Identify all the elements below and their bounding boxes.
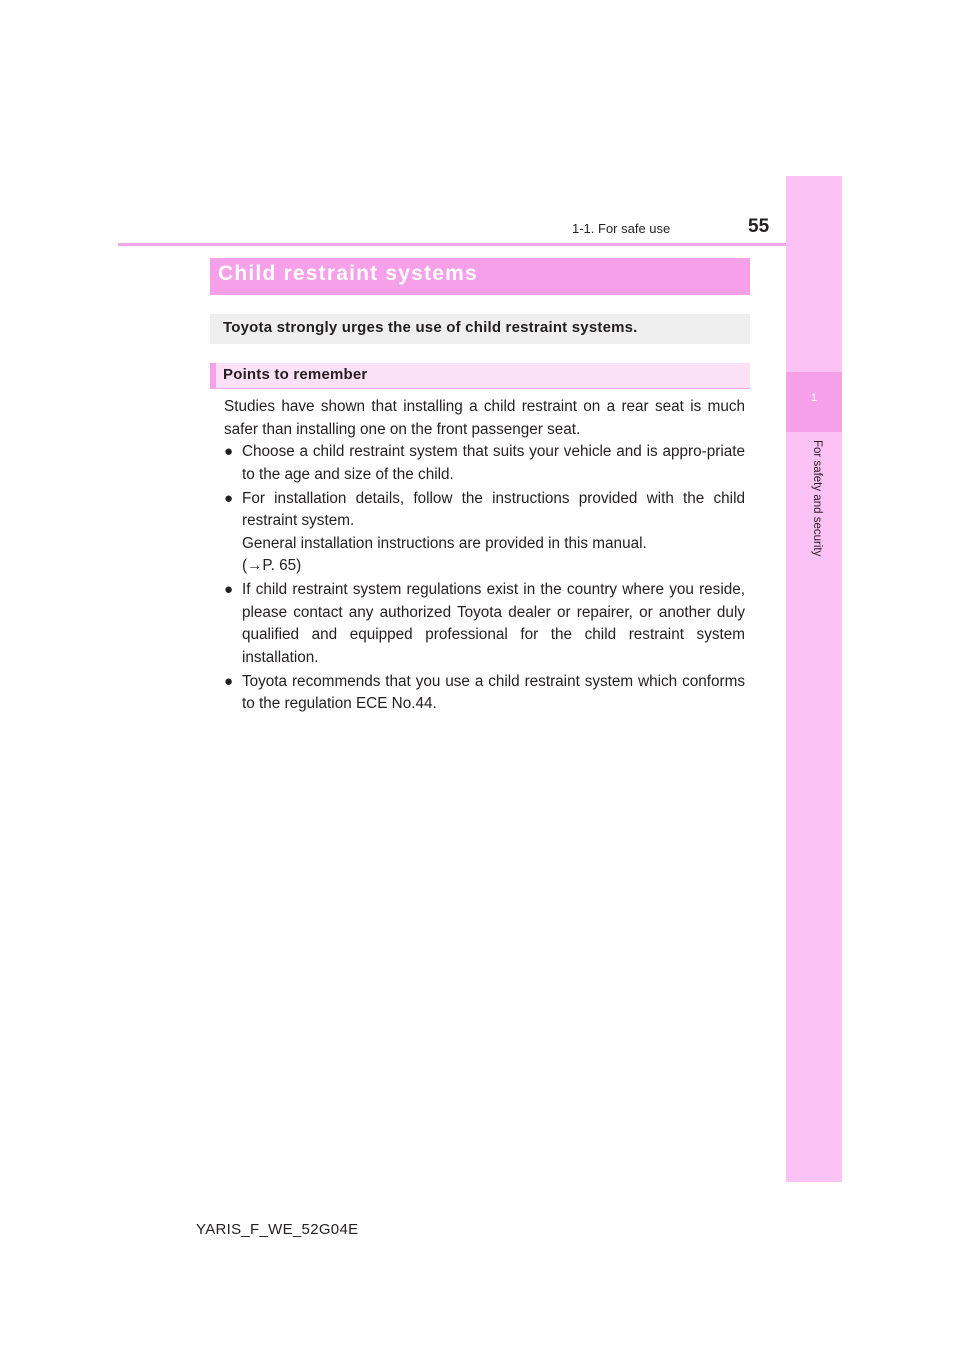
- header-rule: [118, 243, 786, 246]
- bullet-text: If child restraint system regulations exist in the country where you reside, please contact any authorized Toyota dealer or repairer, or another duly qualified and equipped professional for the child restraint system installation.: [242, 581, 745, 666]
- page-number: 55: [748, 216, 770, 237]
- page-reference: (→P. 65): [242, 557, 302, 574]
- subheading-box: [210, 363, 750, 389]
- bullet-text: Choose a child restraint system that suits your vehicle and is appro-priate to the age and size of the child.: [242, 443, 745, 483]
- bullet-list: [224, 441, 745, 717]
- subheading-accent: [210, 363, 216, 388]
- title-bar: [210, 258, 750, 295]
- bullet-text: Toyota recommends that you use a child restraint system which conforms to the regulation ECE No.44.: [242, 672, 745, 712]
- intro-paragraph: Studies have shown that installing a child restraint on a rear seat is much safer than installing one on the front passenger seat.: [224, 398, 745, 438]
- lead-box: [210, 314, 750, 344]
- bullet-icon: ●: [224, 443, 234, 460]
- list-item: [224, 488, 745, 578]
- list-item: [224, 671, 745, 716]
- bullet-icon: ●: [224, 581, 234, 598]
- document-code: YARIS_F_WE_52G04E: [196, 1221, 359, 1238]
- chapter-title: For safety and security: [811, 440, 823, 557]
- bullet-icon: ●: [224, 489, 234, 507]
- page-title: Child restraint systems: [218, 262, 478, 285]
- bullet-text: For installation details, follow the instructions provided with the child restraint system.: [242, 489, 745, 529]
- lead-text: Toyota strongly urges the use of child restraint systems.: [223, 319, 638, 336]
- bullet-icon: ●: [224, 672, 234, 690]
- bullet-extra-text: General installation instructions are provided in this manual.: [242, 534, 647, 552]
- list-item: [224, 441, 745, 486]
- list-item: [224, 579, 745, 669]
- side-chapter-tab: [786, 176, 842, 1182]
- section-label: 1-1. For safe use: [572, 221, 671, 236]
- chapter-number: 1: [810, 392, 818, 404]
- subheading-text: Points to remember: [223, 366, 368, 383]
